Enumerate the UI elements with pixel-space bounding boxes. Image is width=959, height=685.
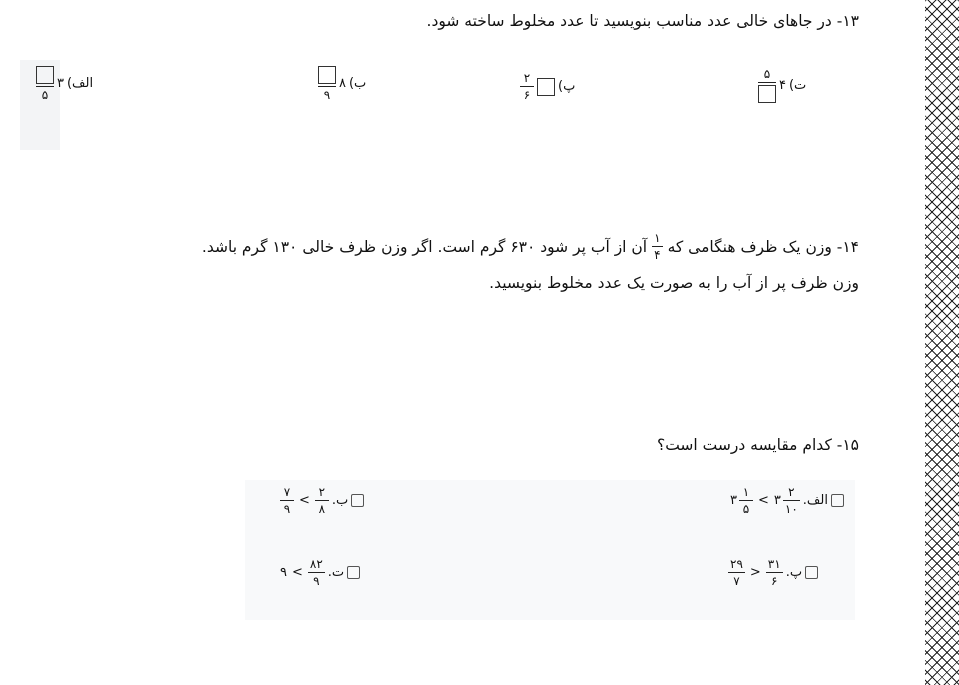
q13-title: ۱۳- در جاهای خالی عدد مناسب بنویسید تا عدد مخلوط ساخته شود.: [426, 12, 859, 30]
q15-be-label: ب.: [331, 493, 349, 508]
q14-fraction: [652, 232, 662, 261]
q13-item-pe: [520, 72, 575, 101]
q14-text-b: آن از آب پر شود ۶۳۰ گرم است. اگر وزن ظرف خالی ۱۳۰ گرم باشد.: [201, 237, 648, 256]
q15-title: ۱۵- کدام مقایسه درست است؟: [656, 436, 859, 454]
q14-line1: [202, 232, 859, 261]
q13-pe-label: پ): [558, 79, 576, 94]
q13-alef-fraction: [36, 66, 54, 101]
q13-be-fraction: [318, 66, 336, 101]
q13-pe-den: ۶: [523, 88, 531, 102]
q15-be-right-fraction: $\frac{۲}{۸}$: [315, 486, 329, 515]
q13-alef-den: ۵: [41, 88, 49, 102]
q15-alef-operator: <: [757, 493, 769, 508]
q13-be-den: ۹: [323, 88, 331, 102]
q13-alef-num-box[interactable]: [36, 66, 54, 84]
q14-text-a: ۱۴- وزن یک ظرف هنگامی که: [667, 237, 859, 256]
q15-alef-right-fraction: $\frac{۲}{۱۰}$: [784, 485, 798, 516]
q15-be-left-fraction: $\frac{۷}{۹}$: [280, 486, 294, 515]
q15-option-alef[interactable]: [730, 486, 844, 515]
q15-alef-left-whole: ۳: [730, 493, 737, 508]
q15-te-left-whole: ۹: [280, 565, 287, 580]
q14-line2: وزن ظرف پر از آب را به صورت یک عدد مخلوط بنویسید.: [489, 274, 859, 292]
q15-te-operator: <: [291, 565, 303, 580]
q15-option-pe[interactable]: [728, 558, 818, 587]
q15-alef-label: الف.: [802, 493, 828, 508]
q13-item-te: [758, 68, 806, 103]
q13-te-whole: ۴: [779, 78, 786, 93]
q13-te-fraction: [758, 68, 776, 103]
q13-pe-fraction: [520, 72, 534, 101]
q15-be-checkbox[interactable]: [351, 494, 364, 507]
q13-te-den-box[interactable]: [758, 85, 776, 103]
q13-be-label: ب): [348, 76, 367, 91]
q13-be-whole: ۸: [339, 76, 346, 91]
q13-item-be: [318, 66, 366, 101]
q13-pe-whole-box[interactable]: [537, 78, 555, 96]
q13-alef-whole: ۳: [57, 76, 64, 91]
q13-alef-label: الف): [66, 76, 94, 91]
q15-alef-right-whole: ۳: [773, 493, 781, 508]
q13-be-num-box[interactable]: [318, 66, 336, 84]
q14-frac-den: ۴: [654, 248, 661, 262]
q15-pe-operator: >: [749, 565, 761, 580]
q15-te-checkbox[interactable]: [347, 566, 360, 579]
q15-pe-label: پ.: [785, 565, 803, 580]
q15-te-label: ت.: [327, 565, 345, 580]
q13-pe-num: ۲: [523, 71, 531, 85]
q15-be-operator: <: [299, 493, 310, 508]
q15-option-te[interactable]: [280, 558, 360, 587]
q15-alef-checkbox[interactable]: [831, 494, 844, 507]
q15-pe-right-fraction: $\frac{۳۱}{۶}$: [767, 557, 781, 588]
q15-te-right-fraction: $\frac{۸۲}{۹}$: [309, 557, 323, 588]
q13-te-label: ت): [788, 78, 807, 93]
decorative-border: [925, 0, 959, 685]
q15-pe-left-fraction: $\frac{۲۹}{۷}$: [730, 557, 743, 588]
q13-item-alef: [36, 66, 93, 101]
q15-pe-checkbox[interactable]: [805, 566, 818, 579]
q13-te-num: ۵: [763, 67, 771, 81]
q15-alef-left-fraction: $\frac{۱}{۵}$: [739, 486, 753, 515]
q14-frac-num: ۱: [654, 231, 661, 245]
q15-option-be[interactable]: [280, 486, 364, 515]
